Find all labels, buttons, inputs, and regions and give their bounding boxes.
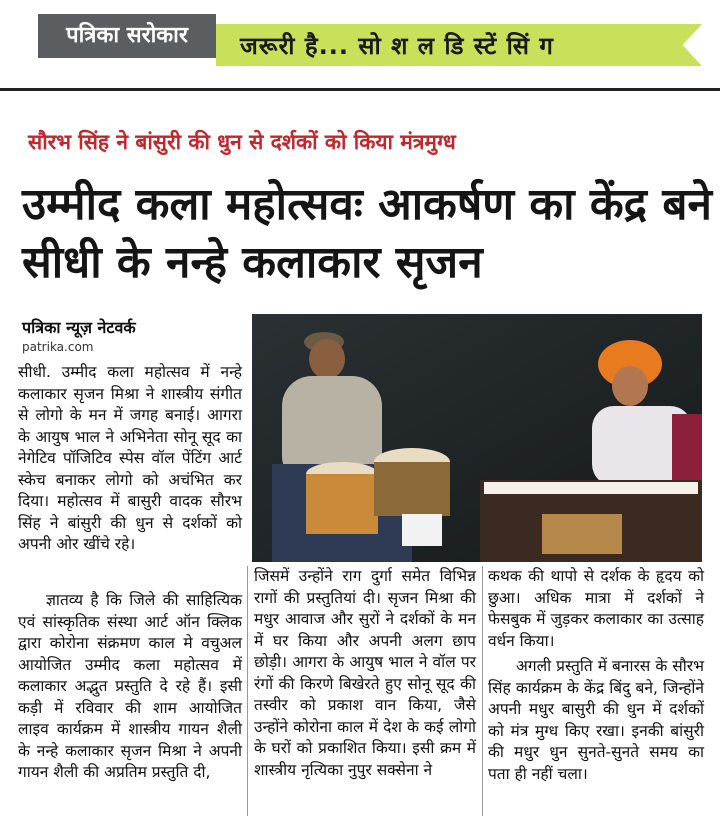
column-1-bottom: [18, 590, 242, 784]
header-rule: [0, 88, 720, 91]
section-tag: पत्रिका सरोकार: [38, 14, 216, 58]
photo-illustration: [252, 314, 702, 562]
campaign-banner-text: जरूरी है... सो श ल डि स्टें सिं ग: [240, 32, 554, 60]
paragraph: जिसमें उन्होंने राग दुर्गा समेत विभिन्न रागों की प्रस्तुतियां दी। सृजन मिश्रा की मधुर आवाज और सुरों ने दर्शकों के मन में घर किया और अपनी अलग छाप छोड़ी। आगरा के आयुष भाल ने वॉल पर रंगों की किरणे बिखेरते हुए सोनू सूद की तस्वीर को प्रकाश वान किया, जैसे उन्होंने कोरोना काल में देश के कई लोगो के घरों को प्रकाशित किया। इसी क्रम में शास्त्रीय नृत्यिका नुपुर सक्सेना ने: [254, 567, 476, 779]
paragraph: सीधी. उम्मीद कला महोत्सव में नन्हे कलाकार सृजन मिश्रा ने शास्त्रीय संगीत से लोगो के मन में जगह बनाई। आगरा के आयुष भाल ने अभिनेता सोनू सूद का नेगेटिव पॉजिटिव स्पेस वॉल पेंटिंग आर्ट स्केच बनाकर लोगो को अचंभित कर दिया। महोत्सव में बासुरी वादक सौरभ सिंह ने बांसुरी की धुन से दर्शकों को अपनी ओर खींचे रहे।: [18, 363, 242, 553]
column-divider: [247, 566, 248, 816]
article-photo: [252, 314, 702, 562]
paragraph: ज्ञातव्य है कि जिले की साहित्यिक एवं सांस्कृतिक संस्था आर्ट ऑन क्लिक द्वारा कोरोना संक्रमण काल मे वचुअल आयोजित उम्मीद कला महोत्सव में कलाकार अद्भुत प्रस्तुति दे रहे हैं। इसी कड़ी में रविवार की शाम आयोजित लाइव कार्यक्रम में शास्त्रीय गायन शैली के नन्हे कलाकार सृजन मिश्रा ने अपनी गायन शैली की अप्रतिम प्रस्तुति दी,: [18, 591, 242, 781]
paragraph: कथक की थापो से दर्शक के हृदय को छुआ। अधिक मात्रा में दर्शकों ने फेसबुक में जुड़कर कलाकार का उत्साह वर्धन किया।: [488, 567, 704, 650]
paragraph: अगली प्रस्तुति में बनारस के सौरभ सिंह कार्यक्रम के केंद्र बिंदु बने, जिन्होंने अपनी मधुर बासुरी की धुन में दर्शकों को मंत्र मुग्ध किए रखा। इनकी बांसुरी की मधुर धुन सुनते-सुनते समय का पता ही नहीं चला।: [488, 657, 704, 783]
site-url: patrika.com: [22, 340, 94, 354]
column-divider: [482, 566, 483, 816]
kicker-headline: सौरभ सिंह ने बांसुरी की धुन से दर्शकों को किया मंत्रमुग्ध: [28, 130, 456, 154]
main-headline: उम्मीद कला महोत्सवः आकर्षण का केंद्र बने सीधी के नन्हे कलाकार सृजन: [22, 179, 712, 288]
column-3: [488, 566, 704, 785]
column-2: [254, 566, 476, 781]
column-1-top: [18, 362, 242, 556]
byline: पत्रिका न्यूज़ नेटवर्क: [22, 318, 136, 337]
section-header: [0, 0, 720, 92]
